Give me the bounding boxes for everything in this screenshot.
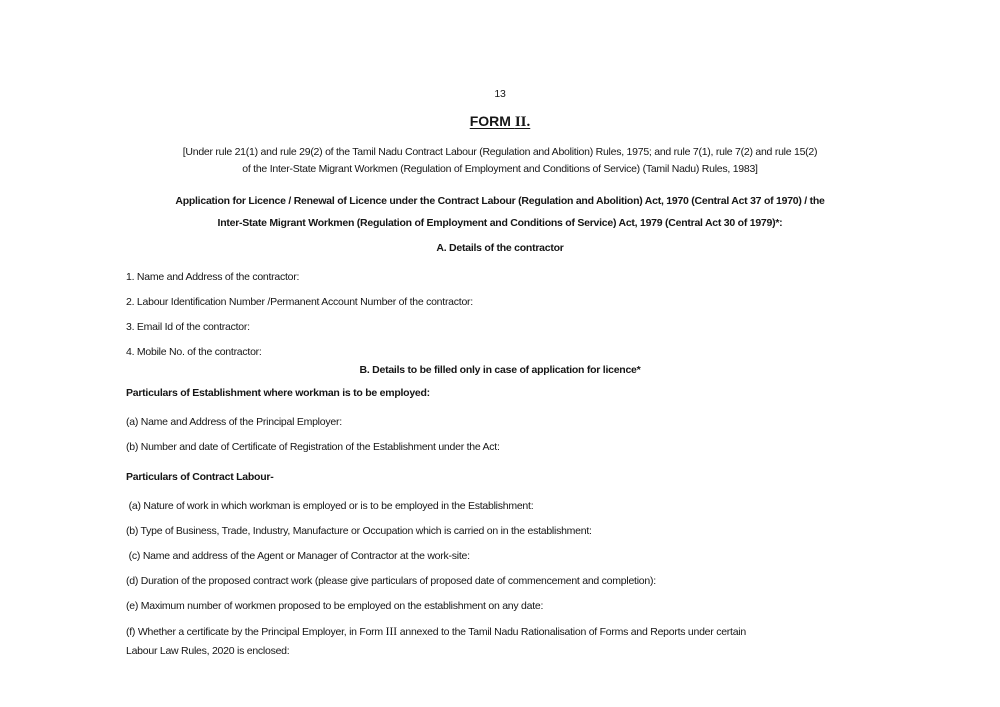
- form-title-text: [470, 113, 531, 129]
- max-workmen-item: (e) Maximum number of workmen proposed to be employed on the establishment on any date:: [126, 600, 544, 612]
- registration-certificate-item: (b) Number and date of Certificate of Registration of the Establishment under the Act:: [126, 441, 500, 453]
- contractor-lin-pan-item: 2. Labour Identification Number /Permanent Account Number of the contractor:: [126, 296, 473, 308]
- page-number: 13: [494, 88, 506, 100]
- principal-employer-certificate-item: [126, 623, 874, 661]
- form-title-numeral: II.: [514, 114, 531, 130]
- contract-labour-particulars-heading: Particulars of Contract Labour-: [126, 471, 274, 483]
- establishment-particulars-heading: Particulars of Establishment where workman is to be employed:: [126, 387, 430, 399]
- application-heading-line2: Inter-State Migrant Workmen (Regulation of Employment and Conditions of Service) Act, 1979 (Central Act 30 of 1979)*:: [217, 217, 783, 229]
- contractor-mobile-item: 4. Mobile No. of the contractor:: [126, 346, 262, 358]
- agent-manager-item: (c) Name and address of the Agent or Manager of Contractor at the work-site:: [126, 550, 470, 562]
- contractor-name-item: 1. Name and Address of the contractor:: [126, 271, 300, 283]
- item-f-after-numeral: annexed to the Tamil Nadu Rationalisation of Forms and Reports under certain: [397, 626, 746, 638]
- rule-citation-line1: [Under rule 21(1) and rule 29(2) of the Tamil Nadu Contract Labour (Regulation and Abolition) Rules, 1975; and rule 7(1), rule 7(2) and rule 15(2): [182, 146, 818, 158]
- nature-of-work-item: (a) Nature of work in which workman is employed or is to be employed in the Establishment:: [126, 500, 534, 512]
- contract-duration-item: (d) Duration of the proposed contract work (please give particulars of proposed date of commencement and completion):: [126, 575, 656, 587]
- type-of-business-item: (b) Type of Business, Trade, Industry, Manufacture or Occupation which is carried on in the establishment:: [126, 525, 592, 537]
- rule-citation: [126, 144, 874, 178]
- form-title: [126, 112, 874, 132]
- principal-employer-item: (a) Name and Address of the Principal Employer:: [126, 416, 342, 428]
- item-f-before-numeral: (f) Whether a certificate by the Principal Employer, in Form: [126, 626, 386, 638]
- rule-citation-line2: of the Inter-State Migrant Workmen (Regulation of Employment and Conditions of Service) (Tamil Nadu) Rules, 1983]: [242, 163, 758, 175]
- item-f-line2: Labour Law Rules, 2020 is enclosed:: [126, 645, 290, 657]
- section-b-heading: B. Details to be filled only in case of application for licence*: [359, 364, 641, 376]
- application-heading-line1: Application for Licence / Renewal of Licence under the Contract Labour (Regulation and Abolition) Act, 1970 (Central Act 37 of 1970) / the: [175, 195, 825, 207]
- contractor-email-item: 3. Email Id of the contractor:: [126, 321, 250, 333]
- application-heading: [126, 190, 874, 234]
- item-f-form-numeral: III: [385, 626, 398, 638]
- form-title-prefix: FORM: [469, 113, 515, 129]
- section-a-heading: A. Details of the contractor: [436, 242, 564, 254]
